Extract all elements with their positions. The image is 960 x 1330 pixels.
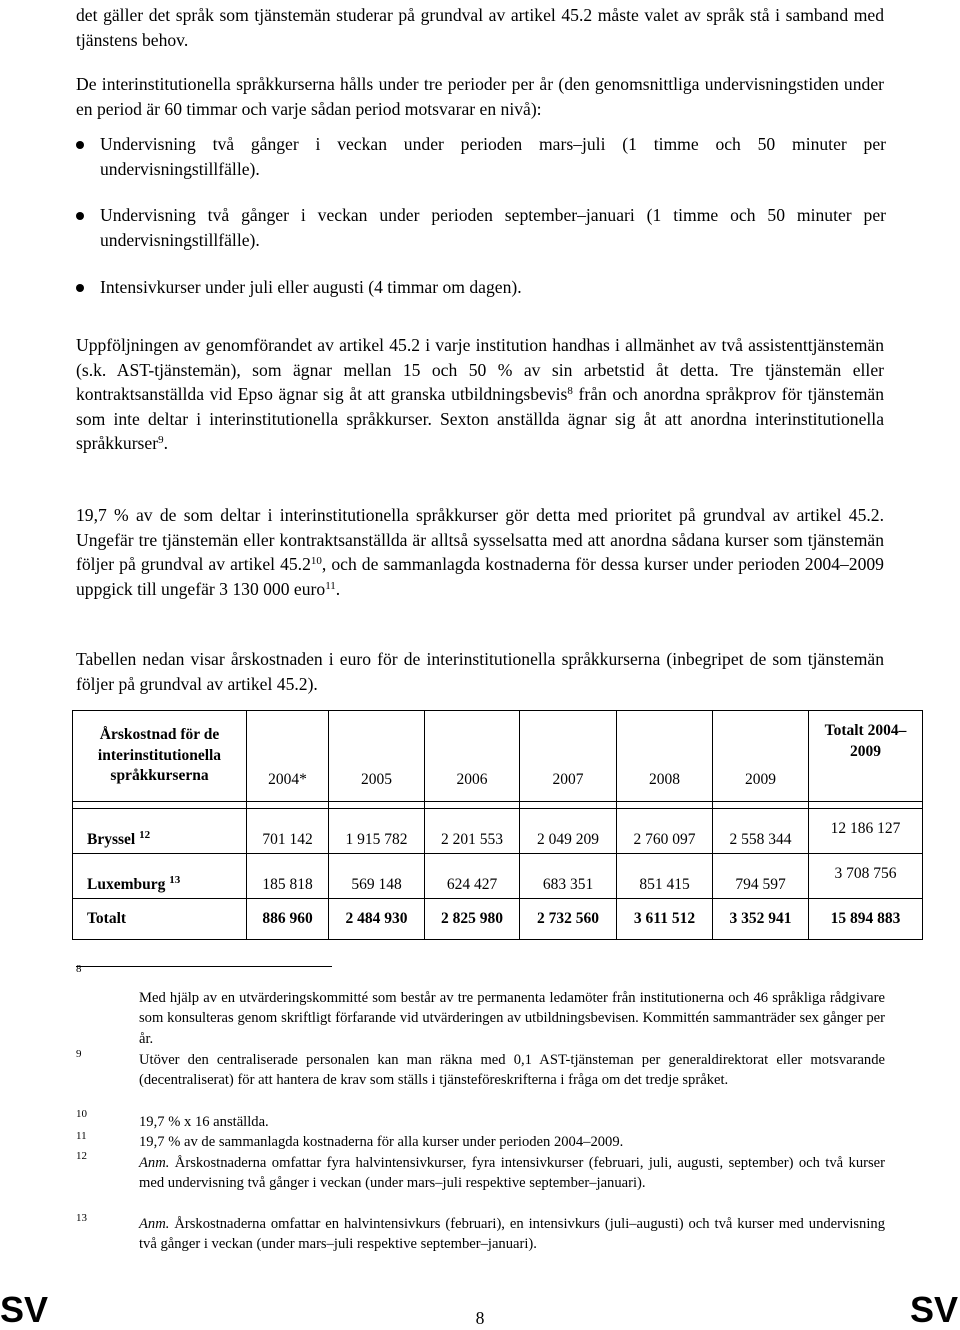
bullet-marker [76, 141, 84, 149]
footnote-ref-11[interactable]: 11 [325, 579, 336, 592]
paragraph-course-periods: De interinstitutionella språkkurserna hålls under tre perioder per år (den genomsnittliga undervisningstiden under en period är 60 timmar och varje sådan period motsvarar en nivå): [76, 74, 884, 119]
table-cell: 701 142 [247, 809, 329, 854]
table-cell-total: 15 894 883 [809, 899, 923, 940]
footnote-11: 19,7 % av de sammanlagda kostnaderna för alla kurser under perioden 2004–2009. [139, 1134, 624, 1150]
table-cell-total: 12 186 127 [809, 809, 923, 854]
table-cell: 1 915 782 [329, 809, 425, 854]
footnote-ref-8[interactable]: 8 [567, 385, 573, 397]
table-cell: 2 558 344 [713, 809, 809, 854]
bullet-item-3: Intensivkurser under juli eller augusti (4 timmar om dagen). [100, 277, 522, 297]
footnote-10: 19,7 % x 16 anställda. [139, 1114, 269, 1130]
header-year: 2005 [329, 711, 425, 802]
row-label-totalt: Totalt [73, 899, 247, 940]
language-code-left: SV [0, 1289, 49, 1330]
bullet-item-1: Undervisning två gånger i veckan under perioden mars–juli (1 timme och 50 minuter per undervisningstillfälle). [100, 134, 886, 179]
footnote-number: 9 [76, 1048, 82, 1060]
footnote-ref-13[interactable]: 13 [169, 874, 181, 886]
paragraph-table-intro: Tabellen nedan visar årskostnaden i euro för de interinstitutionella språkkurserna (inbegripet de som tjänstemän följer på grundval av artikel 45.2). [76, 649, 884, 694]
table-cell: 851 415 [617, 854, 713, 899]
table-cell: 2 825 980 [425, 899, 520, 940]
footnote-13: Anm. Årskostnaderna omfattar en halvintensivkurs (februari), en intensivkurs (juli–augusti) och två kurser med undervisning två gånger i veckan (under mars–juli respektive september–januari). [139, 1216, 885, 1253]
footnote-ref-10[interactable]: 10 [310, 555, 322, 567]
footnote-12: Anm. Årskostnaderna omfattar fyra halvintensivkurser, fyra intensivkurser (februari, juli, augusti, september) och två kurser med undervisning två gånger i veckan (under mars–juli respektive september–januari). [139, 1155, 885, 1192]
table-cell: 624 427 [425, 854, 520, 899]
table-row [73, 809, 923, 854]
table-cell: 2 201 553 [425, 809, 520, 854]
header-label: Årskostnad för de interinstitutionella språkkurserna [73, 711, 247, 802]
table-cell: 2 760 097 [617, 809, 713, 854]
table-cell-total: 3 708 756 [809, 854, 923, 899]
header-year: 2008 [617, 711, 713, 802]
row-label-luxemburg: Luxemburg $^{13}$ [73, 854, 247, 899]
footnote-divider [76, 966, 332, 967]
table-cell: 3 352 941 [713, 899, 809, 940]
header-total: Totalt 2004–2009 [809, 711, 923, 802]
table-header-row [73, 711, 923, 802]
footnote-number: 10 [76, 1108, 87, 1120]
table-cell: 185 818 [247, 854, 329, 899]
paragraph-intro: det gäller det språk som tjänstemän studerar på grundval av artikel 45.2 måste valet av språk stå i samband med tjänstens behov. [76, 5, 884, 50]
header-year: 2009 [713, 711, 809, 802]
paragraph-costs: 19,7 % av de som deltar i interinstitutionella språkkurser gör detta med prioritet på grundval av artikel 45.2. Ungefär tre tjänstemän eller kontraktsanställda är alltså sysselsatta med att anordna sådana kurser som tjänstemän följer på grundval av artikel 45.2$^{10}$, och de sammanlagda kostnaderna för dessa kurser under perioden 2004–2009 uppgick till ungefär 3 130 000 euro$^{11}$. [76, 505, 884, 599]
table-cell: 886 960 [247, 899, 329, 940]
footnote-number: 12 [76, 1150, 87, 1162]
table-spacer-row [73, 802, 923, 809]
footnote-number: 11 [76, 1130, 87, 1142]
paragraph-follow-up: Uppföljningen av genomförandet av artikel 45.2 i varje institution handhas i allmänhet av två assistenttjänstemän (s.k. AST-tjänstemän), som ägnar mellan 15 och 50 % av sin arbetstid åt detta. Tre tjänstemän eller kontraktsanställda vid Epso ägnar sig åt att granska utbildningsbevis$^8$ från och anordna språkprov för tjänstemän som inte deltar i interinstitutionella språkkurser. Sexton anställda ägnar sig åt att anordna interinstitutionella språkkurser$^9$. [76, 335, 884, 453]
table-cell: 683 351 [520, 854, 617, 899]
table-cell: 2 484 930 [329, 899, 425, 940]
header-year: 2004* [247, 711, 329, 802]
bullet-marker [76, 284, 84, 292]
footnote-number: 8 [76, 963, 82, 975]
annual-cost-table [72, 710, 923, 940]
language-code-right: SV [909, 1289, 958, 1330]
bullet-marker [76, 212, 84, 220]
footnote-9: Utöver den centraliserade personalen kan man räkna med 0,1 AST-tjänsteman per generaldirektorat eller motsvarande (decentraliserat) för att hantera de krav som ställs i tjänsteföreskrifterna i fråga om det tredje språket. [139, 1052, 885, 1089]
row-label-bryssel: Bryssel $^{12}$ [73, 809, 247, 854]
footnote-8: Med hjälp av en utvärderingskommitté som består av tre permanenta ledamöter från institutionerna och 46 språkliga rådgivare som konsulteras genom skriftligt förfarande vid utvärderingen av utbildningsbevisen. Kommittén sammanträder sex gånger per år. [139, 990, 885, 1047]
footnote-ref-12[interactable]: 12 [139, 829, 151, 841]
bullet-item-2: Undervisning två gånger i veckan under perioden september–januari (1 timme och 50 minuter per undervisningstillfälle). [100, 205, 886, 250]
table-cell: 794 597 [713, 854, 809, 899]
table-row [73, 854, 923, 899]
footnote-ref-9[interactable]: 9 [158, 434, 164, 446]
header-year: 2007 [520, 711, 617, 802]
table-cell: 569 148 [329, 854, 425, 899]
footnote-number: 13 [76, 1212, 87, 1224]
table-cell: 2 732 560 [520, 899, 617, 940]
table-cell: 3 611 512 [617, 899, 713, 940]
table-total-row [73, 899, 923, 940]
page-number: 8 [475, 1308, 485, 1328]
table-cell: 2 049 209 [520, 809, 617, 854]
header-year: 2006 [425, 711, 520, 802]
